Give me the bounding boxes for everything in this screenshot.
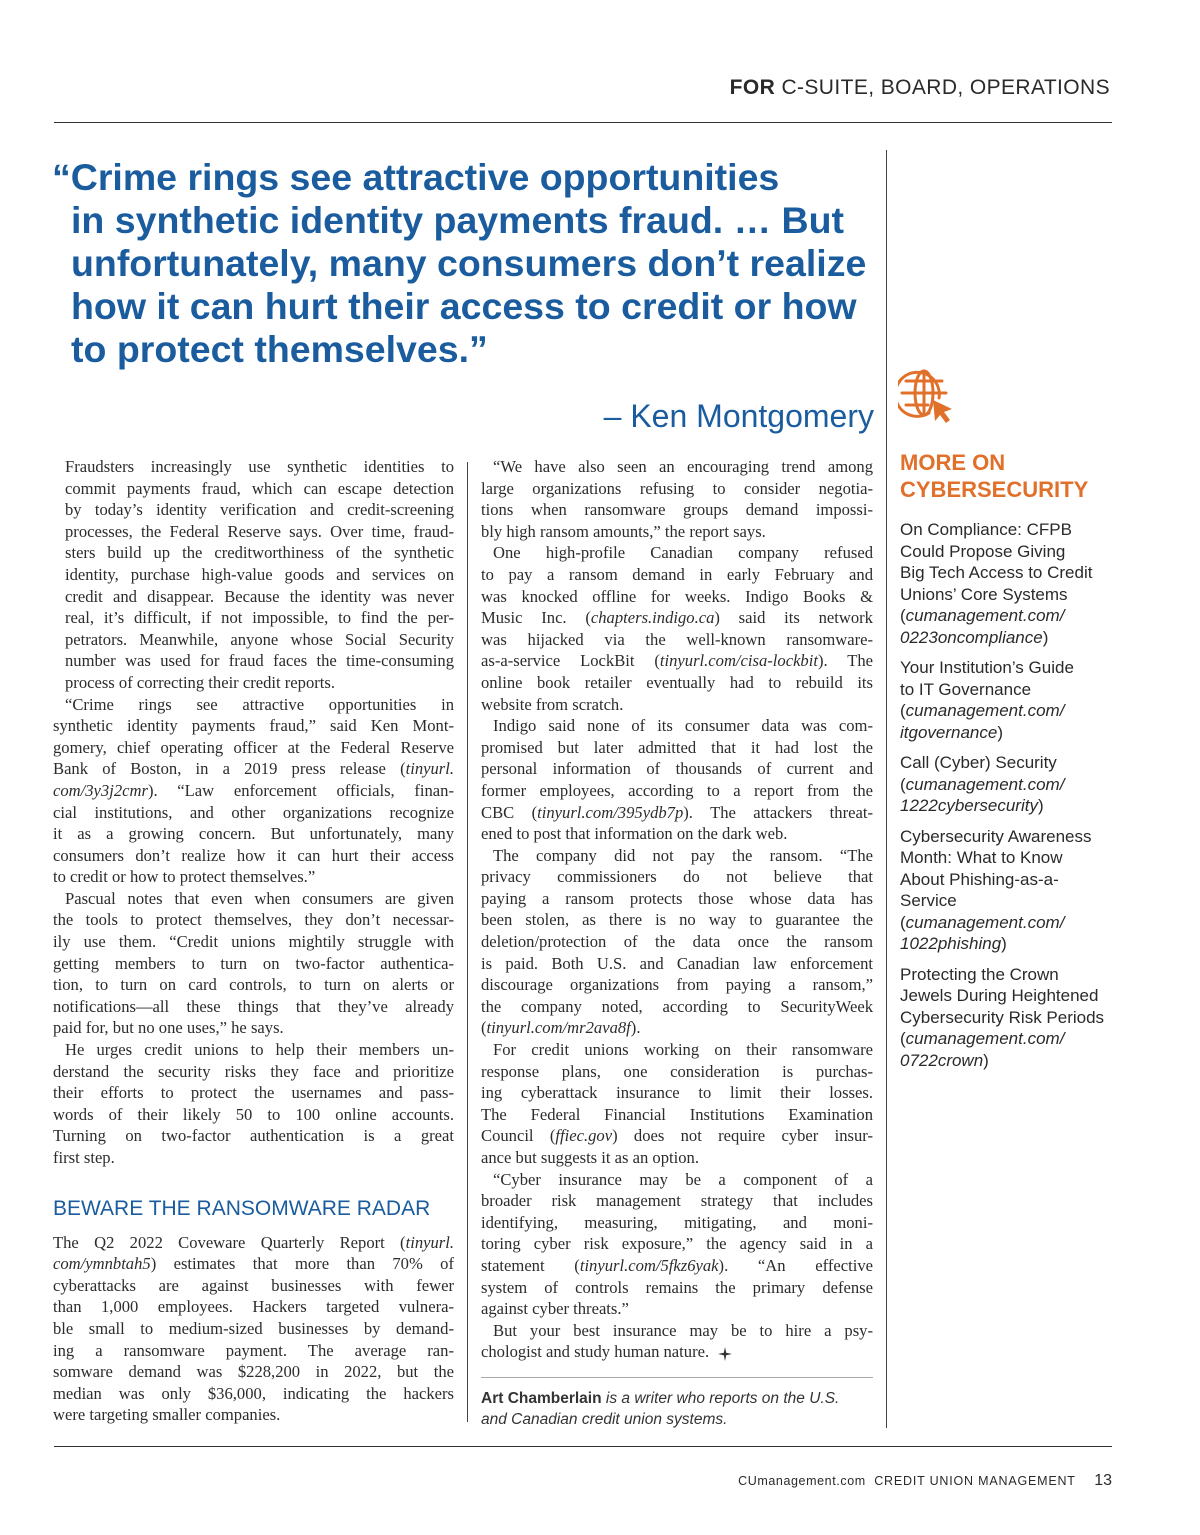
sidebar-item-title: Unions’ Core Systems [900,584,1068,604]
link-tinyurl-ymnbtah5[interactable]: com/ymnbtah5 [53,1254,151,1274]
text-line: “Crime rings see attractive opportunities in [65,694,454,714]
link-indigo[interactable]: chapters.indigo.ca [590,608,715,628]
text-line: Indigo said none of its consumer data was com- [493,716,873,736]
text-line [481,607,873,629]
sidebar-item-title: Month: What to Know [900,848,1063,867]
text-line: derstand the security risks they face and prioritize [53,1061,454,1081]
text-line: ble small to medium-sized businesses by demand- [53,1318,454,1338]
paragraph [481,542,873,715]
sidebar-item-crown-jewels[interactable] [900,964,1120,1072]
text-line: consumers don’t realize how it can hurt their access [53,845,454,865]
text-run: Bank of Boston, in a 2019 press release ( [53,759,406,779]
text-line: sters build up the creditworthiness of the synthetic [65,543,454,563]
globe-cursor-icon [898,367,956,425]
text-line: Pascual notes that even when consumers are given [65,888,454,908]
text-run: ) estimates that more than 70% of [150,1254,454,1274]
author-bio-text: is a writer who reports on the U.S. [601,1389,840,1407]
text-line: was hijacked via the well-known ransomware- [481,629,873,649]
sidebar-related-links [900,519,1120,1080]
text-run: ). [630,1018,641,1038]
text-line: words of their likely 50 to 100 online accounts. [53,1104,454,1124]
link-text[interactable]: 0223oncompliance [900,627,1043,647]
sidebar-item-title: Big Tech Access to Credit [900,563,1093,582]
pull-quote-line: unfortunately, many consumers don’t realize [71,242,867,284]
text-line: ing a ransomware payment. The average ran- [53,1340,454,1360]
subhead-ransomware: BEWARE THE RANSOMWARE RADAR [53,1196,431,1220]
text-run: ). The [817,651,873,671]
link-text[interactable]: 0722crown [900,1050,984,1070]
sidebar-title-line: MORE ON [900,450,1006,475]
pull-quote-line: in synthetic identity payments fraud. … But [71,199,845,241]
text-line: first step. [53,1148,115,1167]
text-line: One high-profile Canadian company refused [493,543,873,563]
text-line: gomery, chief operating officer at the Federal Reserve [53,737,454,757]
author-bio [481,1388,873,1430]
text-line: was knocked offline for weeks. Indigo Books & [481,586,873,606]
text-run: Council ( [481,1126,556,1146]
link-tinyurl-mr2ava8f[interactable]: tinyurl.com/mr2ava8f [486,1018,631,1038]
paragraph [481,456,873,542]
sidebar-item-title: Jewels During Heightened [900,986,1099,1005]
text-line: For credit unions working on their ransomware [493,1040,873,1060]
sidebar-item-link[interactable]: 1022phishing) [900,934,1007,953]
paragraph [53,694,454,888]
sidebar-item-title: Call (Cyber) Security [900,753,1057,772]
text-line: cial institutions, and other organizations recognize [53,802,454,822]
page-footer [738,1472,1112,1490]
text-line: former employees, according to a report from the [481,780,873,800]
text-run: ( [481,1018,487,1038]
header-for-label: FOR [729,76,776,99]
link-cisa-lockbit[interactable]: tinyurl.com/cisa-lockbit [659,651,818,671]
link-tinyurl-3y3j2cmr[interactable]: tinyurl. [405,759,454,779]
text-line: were targeting smaller companies. [53,1405,281,1425]
text-line [53,1253,454,1275]
text-line: Fraudsters increasingly use synthetic identities to [65,457,454,476]
text-line [481,1255,873,1277]
text-line [53,1232,454,1254]
top-rule [54,122,1112,123]
text-line: He urges credit unions to help their members un- [65,1040,454,1060]
text-line: real, it’s difficult, if not impossible, to find the per- [65,608,454,628]
text-line: large organizations refusing to consider negotia- [481,478,873,498]
link-text[interactable]: itgovernance [900,722,998,742]
text-line: against cyber threats.” [481,1299,629,1319]
text-line: somware demand was $228,200 in 2022, but the [53,1362,454,1382]
text-line: identity, purchase high-value goods and services on [65,564,454,584]
paragraph [53,888,454,1039]
text-line: credit and disappear. Because the identity was never [65,586,454,606]
text-line: tion, to turn on card controls, to turn on alerts or [53,975,454,995]
text-line: number was used for fraud faces the time-consuming [65,651,454,671]
text-line: online book retailer eventually had to rebuild its [481,672,873,692]
text-line: ily use them. “Credit unions mightily struggle with [53,932,454,952]
text-line: to credit or how to protect themselves.” [53,867,316,887]
text-line: cyberattacks are against businesses with fewer [53,1275,454,1295]
text-line: But your best insurance may be to hire a psy- [493,1320,873,1340]
sidebar-item-link[interactable]: itgovernance) [900,722,1004,742]
header-audience: C-SUITE, BOARD, OPERATIONS [781,76,1110,99]
sidebar-item-it-governance[interactable] [900,657,1120,743]
paragraph [481,845,873,1039]
sidebar-item-link[interactable]: 1222cybersecurity) [900,796,1044,815]
sidebar-item-link[interactable]: 0223oncompliance) [900,627,1049,647]
text-line: broader risk management strategy that includes [481,1191,873,1211]
sidebar-divider [886,150,887,1428]
text-line: than 1,000 employees. Hackers targeted vulnera- [53,1297,454,1317]
sidebar-item-link[interactable]: (cumanagement.com/ [900,701,1065,720]
author-bio-text: and Canadian credit union systems. [481,1410,728,1428]
text-line: ened to post that information on the dark web. [481,824,788,844]
text-line: petrators. Meanwhile, anyone whose Social Security [65,629,454,649]
text-run: CBC ( [481,802,538,822]
text-line [53,758,454,780]
text-run: ) said its network [714,608,873,628]
text-run: Music Inc. ( [481,608,591,628]
link-tinyurl-ymnbtah5[interactable]: tinyurl. [405,1232,454,1252]
pull-quote-attribution: – Ken Montgomery [603,398,874,434]
text-line: “We have also seen an encouraging trend among [493,457,873,476]
text-line [481,802,873,824]
text-line: bly high ransom amounts,” the report says. [481,521,766,541]
sidebar-item-link[interactable]: 0722crown) [900,1050,989,1070]
link-text[interactable]: 1022phishing [900,934,1002,953]
sidebar-item-link[interactable]: (cumanagement.com/ [900,912,1065,932]
text-line: to pay a ransom demand in early February and [481,564,873,584]
text-line: by today’s identity verification and credit-screening [65,500,454,520]
link-text[interactable]: cumanagement.com/ [905,701,1065,720]
text-line: commit payments fraud, which can escape detection [65,478,454,498]
text-run: ). “Law enforcement officials, finan- [147,780,454,800]
article-column-2 [481,456,873,1430]
text-line: notifications—all these things that they’ve already [53,996,454,1016]
paragraph [481,1169,873,1320]
sidebar-item-title: Your Institution’s Guide [900,658,1074,677]
text-line: synthetic identity payments fraud,” said Ken Mont- [53,716,454,736]
link-tinyurl-395ydb7p[interactable]: tinyurl.com/395ydb7p [537,802,684,822]
text-line [481,650,873,672]
column-divider [467,462,468,1422]
sidebar-item-title: Protecting the Crown [900,964,1059,984]
article-column-1 [53,456,454,1426]
text-line: been stolen, as there is no way to guarantee the [481,910,873,930]
paragraph [53,1039,454,1169]
text-run: as-a-service LockBit ( [481,651,660,671]
sidebar-item-compliance[interactable] [900,519,1120,648]
sidebar-item-link[interactable]: (cumanagement.com/ [900,606,1065,625]
link-tinyurl-5fkz6yak[interactable]: tinyurl.com/5fkz6yak [579,1255,719,1275]
sidebar-item-title: Service [900,891,957,910]
text-line: the company noted, according to SecurityWeek [481,996,873,1016]
sidebar-title-line: CYBERSECURITY [900,477,1089,502]
sidebar-item-link[interactable]: (cumanagement.com/ [900,1029,1065,1048]
text-line: system of controls remains the primary defense [481,1277,873,1297]
text-line [481,1017,873,1039]
sidebar-item-cyber-security[interactable] [900,752,1120,817]
link-text[interactable]: cumanagement.com/ [905,912,1065,932]
text-line: The company did not pay the ransom. “The [493,845,873,865]
section-header [730,76,1110,100]
text-line: tions when ransomware groups demand impossi- [481,500,873,520]
link-text[interactable]: cumanagement.com/ [905,1029,1065,1048]
sidebar-item-title: Could Propose Giving [900,541,1066,561]
footer-magazine: CREDIT UNION MANAGEMENT [874,1474,1076,1488]
text-line: getting members to turn on two-factor authentica- [53,953,454,973]
text-line: processes, the Federal Reserve says. Over time, fraud- [65,521,454,541]
end-mark-icon [717,1346,733,1362]
text-line: median was only $36,000, indicating the hackers [53,1383,454,1403]
text-line: identifying, measuring, mitigating, and moni- [481,1212,873,1232]
text-run: ). “An effective [718,1255,873,1275]
text-line: Turning on two-factor authentication is a great [53,1126,454,1146]
link-text[interactable]: cumanagement.com/ [905,606,1065,625]
link-text[interactable]: 1222cybersecurity [900,796,1038,815]
text-run: statement ( [481,1255,580,1275]
pull-quote-line: to protect themselves.” [71,328,488,370]
bottom-rule [54,1446,1112,1447]
link-tinyurl-3y3j2cmr[interactable]: com/3y3j2cmr [53,780,148,800]
sidebar-title [900,449,1120,503]
sidebar-item-title: Cybersecurity Awareness [900,826,1092,846]
paragraph [53,456,454,694]
text-line: promised but later admitted that it had lost the [481,737,873,757]
author-name: Art Chamberlain [481,1389,602,1407]
text-line: website from scratch. [481,694,624,714]
text-line: privacy commissioners do not believe that [481,867,873,887]
text-line [53,780,454,802]
page-number: 13 [1094,1472,1112,1489]
text-line [481,1341,873,1363]
pull-quote [52,156,872,371]
text-run: chologist and study human nature. [481,1342,710,1362]
text-line: deletion/protection of the data once the ransom [481,932,873,952]
text-line: toring cyber risk exposure,” the agency said in a [481,1234,873,1254]
text-line: it as a growing concern. But unfortunately, many [53,824,454,844]
text-run: ) does not require cyber insur- [612,1126,874,1146]
text-line: paid for, but no one uses,” he says. [53,1018,284,1038]
paragraph [481,1039,873,1169]
text-line: their efforts to protect the usernames and pass- [53,1083,454,1103]
sidebar-item-link[interactable]: (cumanagement.com/ [900,774,1065,794]
text-line: The Federal Financial Institutions Examination [481,1104,873,1124]
author-divider [481,1377,873,1378]
sidebar-item-title: About Phishing-as-a- [900,869,1059,889]
pull-quote-line: “Crime rings see attractive opportunities [52,156,780,198]
paragraph [481,1320,873,1363]
text-line: personal information of thousands of current and [481,759,873,779]
text-line: paying a ransom protects those whose data has [481,888,873,908]
text-run: The Q2 2022 Coveware Quarterly Report ( [53,1232,406,1252]
text-run: ). The attackers threat- [683,802,873,822]
footer-site: CUmanagement.com [738,1474,866,1488]
text-line: is paid. Both U.S. and Canadian law enforcement [481,953,873,973]
text-line: response plans, one consideration is purchas- [481,1061,873,1081]
pull-quote-line: how it can hurt their access to credit or how [71,285,857,327]
sidebar-item-title: Cybersecurity Risk Periods [900,1007,1105,1027]
text-line: discourage organizations from paying a ransom,” [481,975,873,995]
text-line [481,1125,873,1147]
text-line: ance but suggests it as an option. [481,1148,699,1167]
sidebar-item-phishing[interactable] [900,826,1120,955]
text-line: “Cyber insurance may be a component of a [493,1169,873,1189]
text-line: the tools to protect themselves, they don’t necessar- [53,910,454,930]
text-line: process of correcting their credit reports. [65,672,335,692]
link-ffiec[interactable]: ffiec.gov [555,1126,613,1146]
text-line: ing cyberattack insurance to limit their losses. [481,1083,873,1103]
sidebar-item-title: On Compliance: CFPB [900,520,1072,539]
paragraph [481,715,873,845]
link-text[interactable]: cumanagement.com/ [905,774,1065,794]
paragraph [53,1232,454,1426]
sidebar-item-title: to IT Governance [900,679,1032,699]
